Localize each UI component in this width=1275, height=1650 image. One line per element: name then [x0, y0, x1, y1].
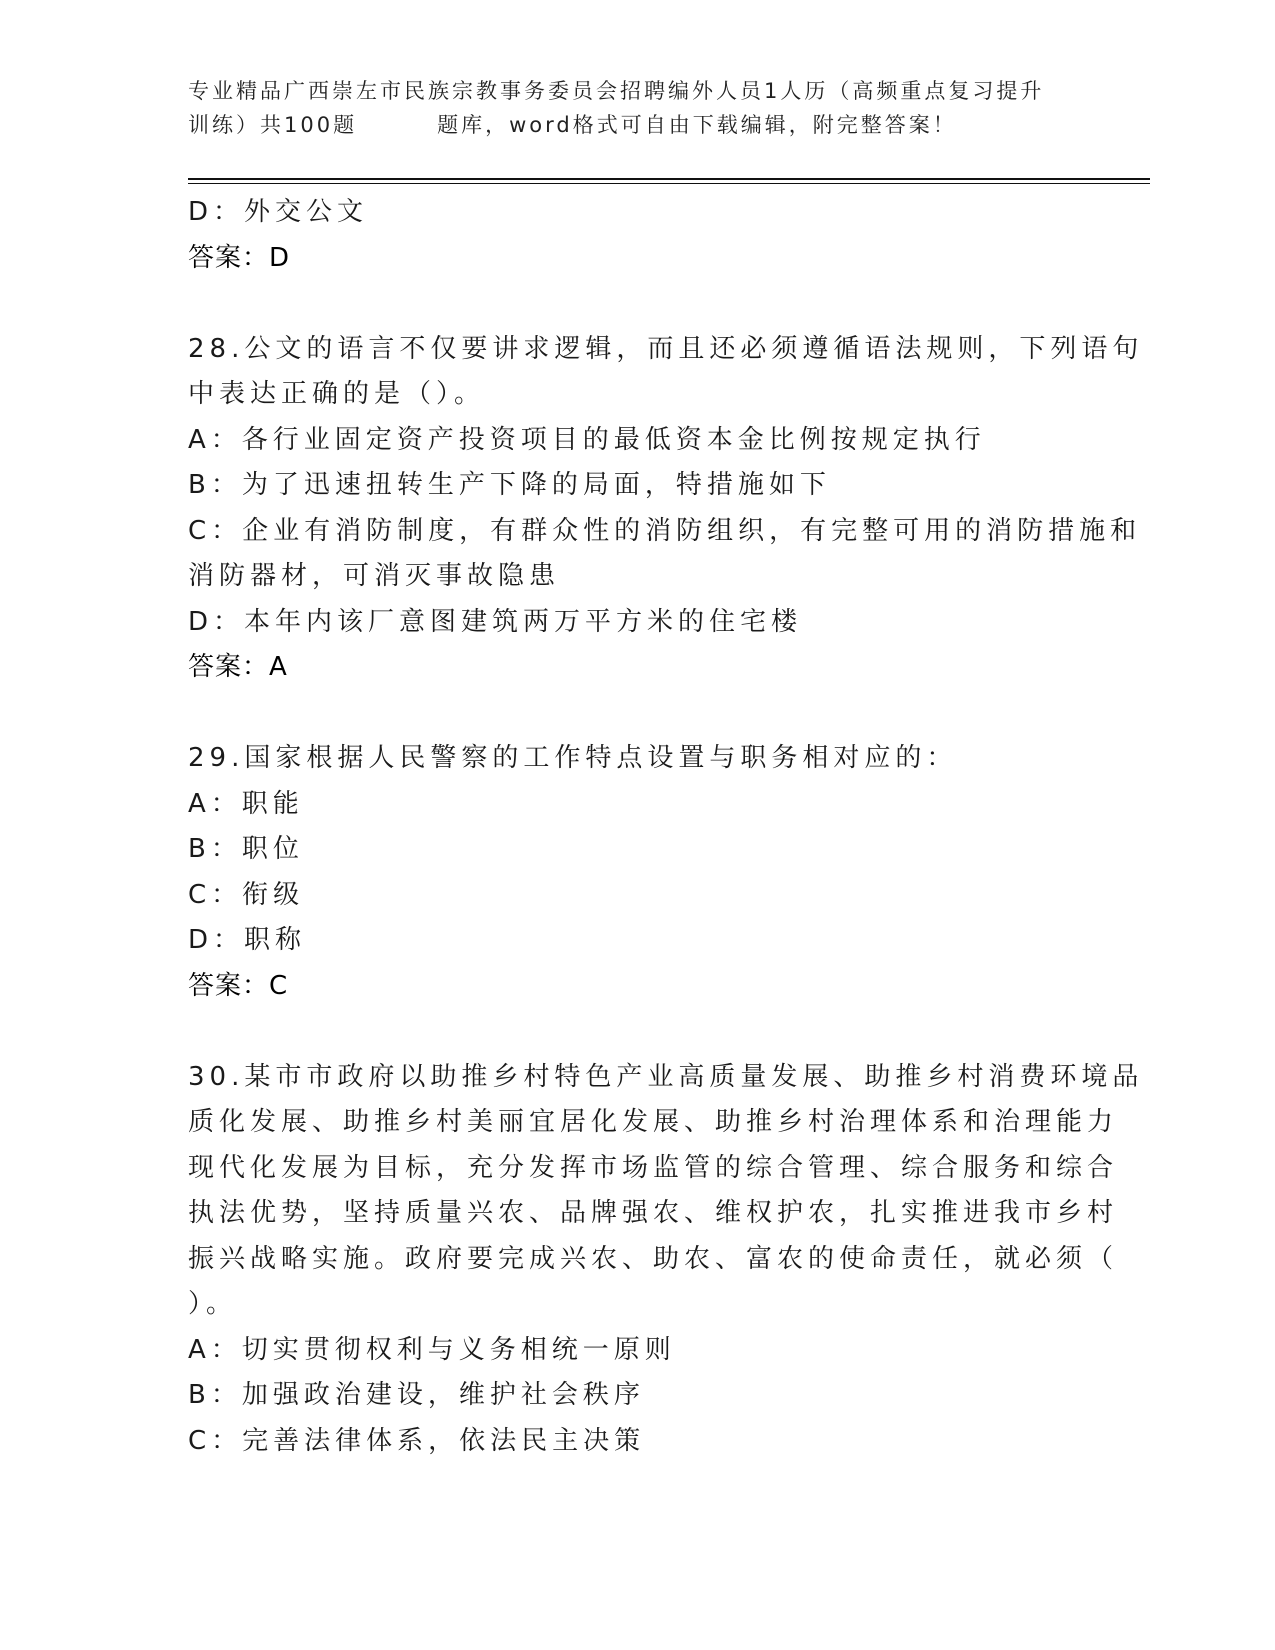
q28-stem-line-2: 中表达正确的是（）。 [188, 379, 486, 409]
header-title-line-2b: 题库，word格式可自由下载编辑，附完整答案！ [437, 113, 957, 137]
header-title-line-2a: 训练）共100题 [188, 113, 358, 137]
q29-answer: 答案：C [188, 970, 289, 1001]
q28-option-b: B：为了迅速扭转生产下降的局面，特措施如下 [188, 470, 831, 500]
q30-option-b: B：加强政治建设，维护社会秩序 [188, 1380, 645, 1410]
q29-option-c: C：衔级 [188, 879, 305, 910]
q28-option-a: A：各行业固定资产投资项目的最低资本金比例按规定执行 [188, 424, 986, 455]
q28-stem-line-1: 28.公文的语言不仅要讲求逻辑，而且还必须遵循语法规则，下列语句 [188, 333, 1144, 364]
q30-stem-line-3: 现代化发展为目标，充分发挥市场监管的综合管理、综合服务和综合 [188, 1152, 1119, 1183]
q30-stem-line-6: ）。 [188, 1289, 238, 1319]
header-title-line-2 [188, 108, 1088, 142]
q30-stem-line-1: 30.某市市政府以助推乡村特色产业高质量发展、助推乡村消费环境品 [188, 1061, 1144, 1092]
q30-option-c: C：完善法律体系，依法民主决策 [188, 1425, 646, 1456]
question-content [188, 190, 1144, 1464]
q28-option-c-line-1: C：企业有消防制度，有群众性的消防组织，有完整可用的消防措施和 [188, 515, 1142, 546]
q29-stem: 29.国家根据人民警察的工作特点设置与职务相对应的： [188, 743, 958, 773]
header-divider-thick [188, 178, 1150, 180]
header-divider-thin [188, 183, 1150, 184]
q30-stem-line-5: 振兴战略实施。政府要完成兴农、助农、富农的使命责任，就必须（ [188, 1243, 1119, 1274]
q30-stem-line-4: 执法优势，坚持质量兴农、品牌强农、维权护农，扎实推进我市乡村 [188, 1198, 1119, 1228]
page-header [188, 74, 1088, 142]
q29-option-b: B：职位 [188, 834, 304, 864]
q27-answer: 答案：D [188, 242, 291, 273]
q28-option-c-line-2: 消防器材，可消灭事故隐患 [188, 561, 561, 591]
q29-option-a: A：职能 [188, 788, 304, 819]
q30-option-a: A：切实贯彻权利与义务相统一原则 [188, 1334, 676, 1365]
q27-option-d: D：外交公文 [188, 197, 369, 227]
q28-option-d: D：本年内该厂意图建筑两万平方米的住宅楼 [188, 606, 803, 637]
q28-answer: 答案：A [188, 652, 288, 682]
header-title-line-1: 专业精品广西崇左市民族宗教事务委员会招聘编外人员1人历（高频重点复习提升 [188, 79, 1045, 103]
q30-stem-line-2: 质化发展、助推乡村美丽宜居化发展、助推乡村治理体系和治理能力 [188, 1107, 1119, 1137]
q29-option-d: D：职称 [188, 925, 307, 955]
